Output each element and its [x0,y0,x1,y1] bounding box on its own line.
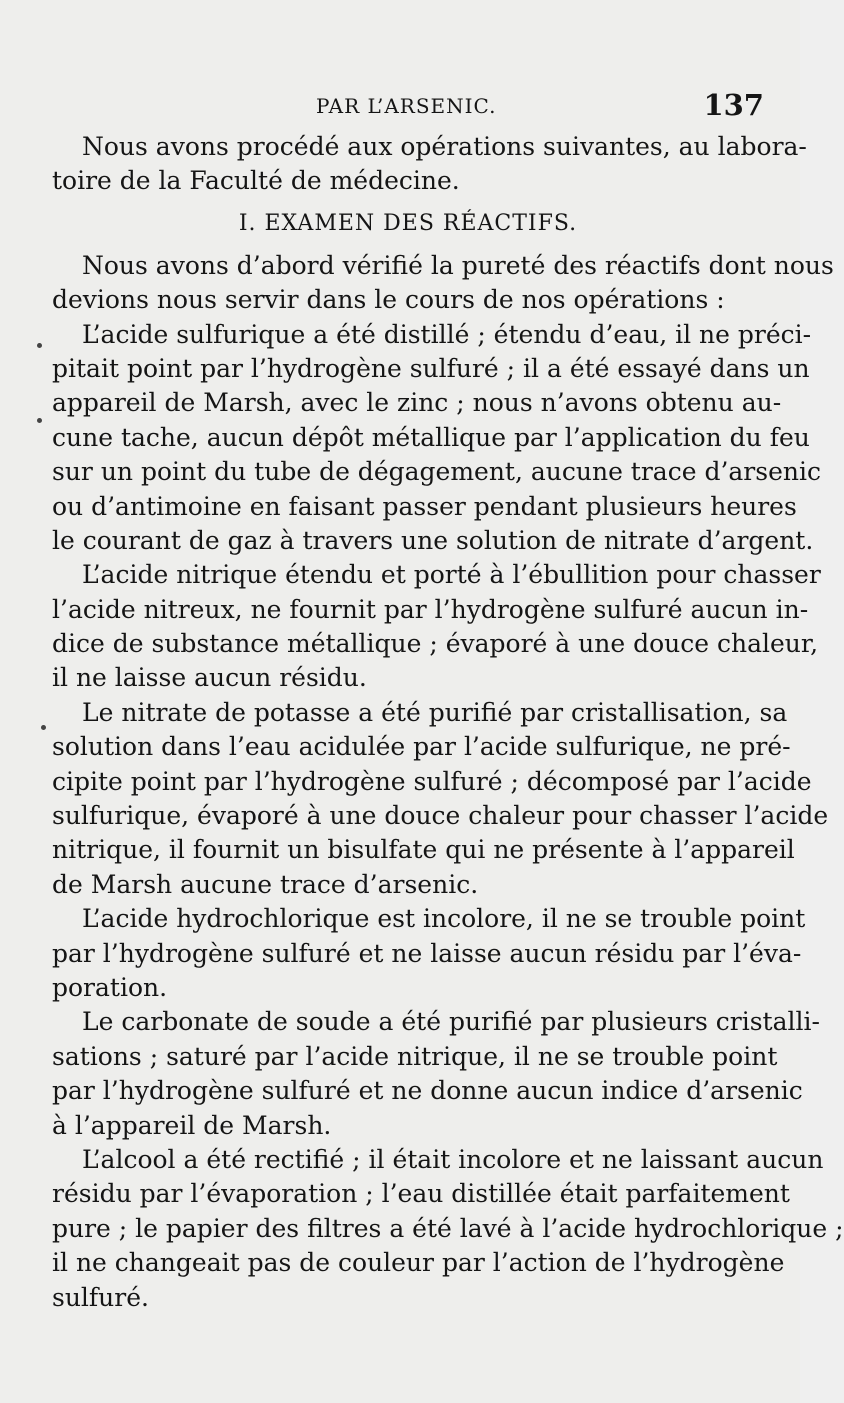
paragraph-hydrochloric-acid [52,902,806,1005]
text-line: pitait point par l’hydrogène sulfuré ; il a été essayé dans un [52,353,810,383]
page-number: 137 [703,88,764,122]
section-heading: I. EXAMEN DES RÉACTIFS. [238,210,578,236]
paragraph-alcohol [52,1143,844,1315]
text-line: sations ; saturé par l’acide nitrique, il ne se trouble point [52,1041,778,1071]
text-line: il ne laisse aucun résidu. [52,663,367,693]
intro-paragraph [52,130,807,199]
ink-speck [37,418,42,423]
text-line: L’alcool a été rectifié ; il était incolore et ne laissant aucun [82,1144,824,1174]
text-line: nitrique, il fournit un bisulfate qui ne présente à l’appareil [52,835,795,865]
text-line: toire de la Faculté de médecine. [52,166,460,196]
text-line: résidu par l’évaporation ; l’eau distillée était parfaitement [52,1179,790,1209]
text-line: de Marsh aucune trace d’arsenic. [52,869,479,899]
running-title: PAR L’ARSENIC. [316,94,497,118]
text-line: L’acide nitrique étendu et porté à l’ébullition pour chasser [82,560,821,590]
text-line: Nous avons d’abord vérifié la pureté des réactifs dont nous [82,250,834,280]
text-line: Le nitrate de potasse a été purifié par cristallisation, sa [82,697,788,727]
text-line: pure ; le papier des filtres a été lavé à l’acide hydrochlorique ; [52,1213,844,1243]
text-line: par l’hydrogène sulfuré et ne laisse aucun résidu par l’éva- [52,938,802,968]
text-line: ou d’antimoine en faisant passer pendant plusieurs heures [52,491,797,521]
text-line: L’acide sulfurique a été distillé ; étendu d’eau, il ne préci- [82,319,812,349]
paragraph-potassium-nitrate [52,696,829,902]
ink-speck [37,343,42,348]
text-line: dice de substance métallique ; évaporé à une douce chaleur, [52,629,819,659]
text-line: il ne changeait pas de couleur par l’action de l’hydrogène [52,1248,785,1278]
text-line: l’acide nitreux, ne fournit par l’hydrogène sulfuré aucun in- [52,594,809,624]
ink-speck [41,725,46,730]
text-line: poration. [52,972,168,1002]
body-text [52,130,844,1315]
text-line: sulfurique, évaporé à une douce chaleur pour chasser l’acide [52,801,829,831]
text-line: solution dans l’eau acidulée par l’acide sulfurique, ne pré- [52,732,791,762]
text-line: le courant de gaz à travers une solution de nitrate d’argent. [52,525,814,555]
paragraph-sodium-carbonate [52,1005,820,1143]
text-line: cipite point par l’hydrogène sulfuré ; décomposé par l’acide [52,766,812,796]
text-line: devions nous servir dans le cours de nos opérations : [52,285,725,315]
text-line: Le carbonate de soude a été purifié par plusieurs cristalli- [82,1007,820,1037]
text-line: sur un point du tube de dégagement, aucune trace d’arsenic [52,457,821,487]
paragraph-sulfuric-acid [52,318,821,559]
text-line: cune tache, aucun dépôt métallique par l’application du feu [52,422,810,452]
text-line: à l’appareil de Marsh. [52,1110,332,1140]
paragraph-verification [52,249,834,318]
running-header [52,88,764,124]
text-line: sulfuré. [52,1282,149,1312]
paragraph-nitric-acid [52,558,821,696]
text-line: L’acide hydrochlorique est incolore, il ne se trouble point [82,904,806,934]
text-line: appareil de Marsh, avec le zinc ; nous n’avons obtenu au- [52,388,782,418]
text-line: par l’hydrogène sulfuré et ne donne aucun indice d’arsenic [52,1076,803,1106]
text-line: Nous avons procédé aux opérations suivantes, au labora- [82,132,807,161]
